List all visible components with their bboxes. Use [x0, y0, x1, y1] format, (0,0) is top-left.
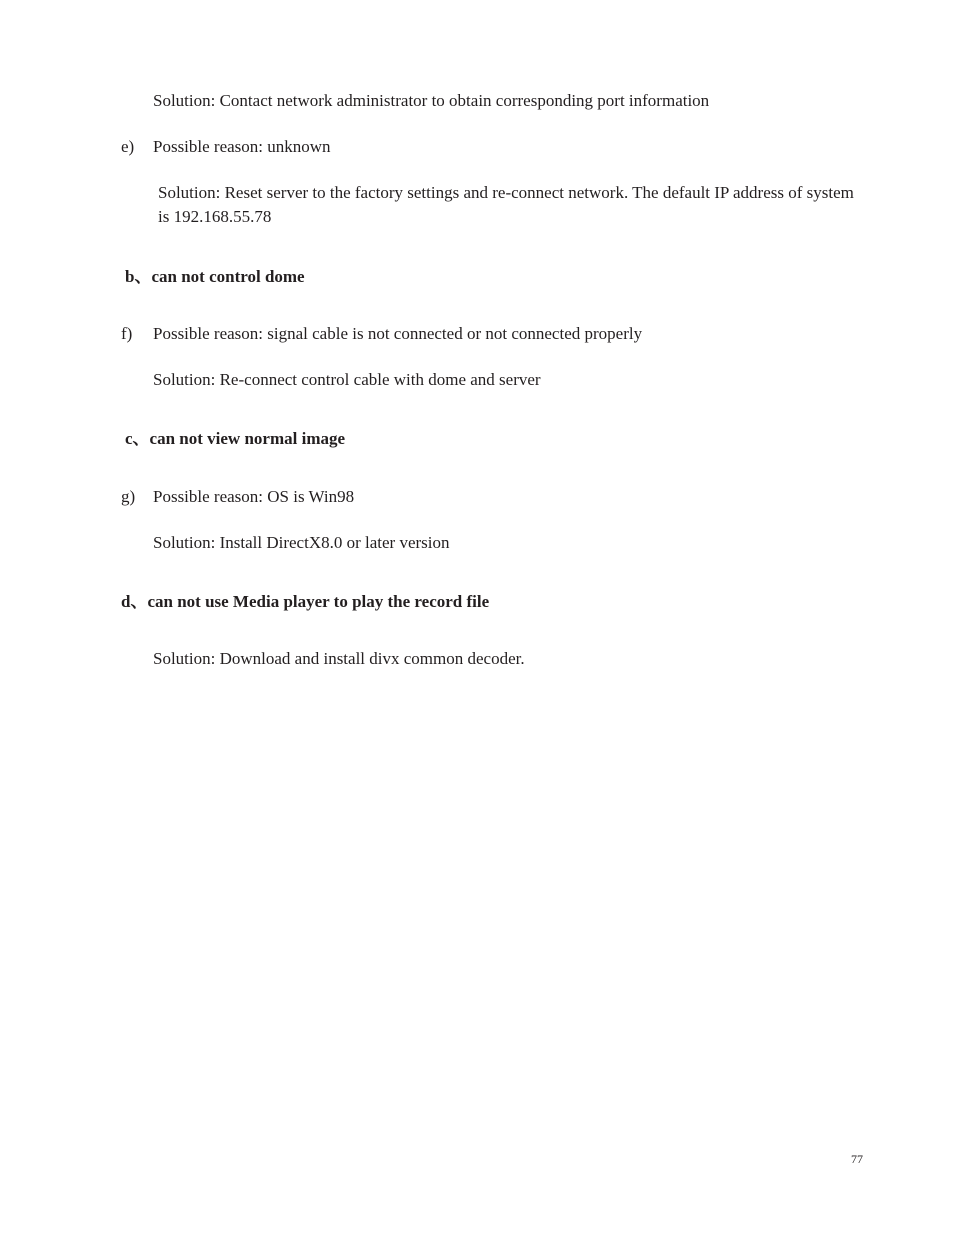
page-number: 77 [851, 1152, 863, 1166]
section-heading-c: c、can not view normal image [125, 429, 346, 448]
section-heading-d: d、can not use Media player to play the record file [121, 592, 490, 611]
reason-unknown: Possible reason: unknown [153, 137, 331, 156]
reason-os-win98: Possible reason: OS is Win98 [153, 487, 355, 506]
section-heading-b: b、can not control dome [125, 267, 305, 286]
list-marker-e: e) [121, 137, 135, 156]
solution-port-info: Solution: Contact network administrator to obtain corresponding port information [153, 91, 710, 110]
reason-signal-cable: Possible reason: signal cable is not connected or not connected properly [153, 324, 643, 343]
list-marker-f: f) [121, 324, 133, 343]
list-marker-g: g) [121, 487, 136, 506]
solution-install-directx: Solution: Install DirectX8.0 or later version [153, 533, 450, 552]
solution-reset-server: Solution: Reset server to the factory settings and re-connect network. The default IP address of system is 192.168.55.78 [158, 183, 854, 226]
solution-reconnect-cable: Solution: Re-connect control cable with dome and server [153, 370, 541, 389]
solution-divx-decoder: Solution: Download and install divx common decoder. [153, 649, 525, 668]
